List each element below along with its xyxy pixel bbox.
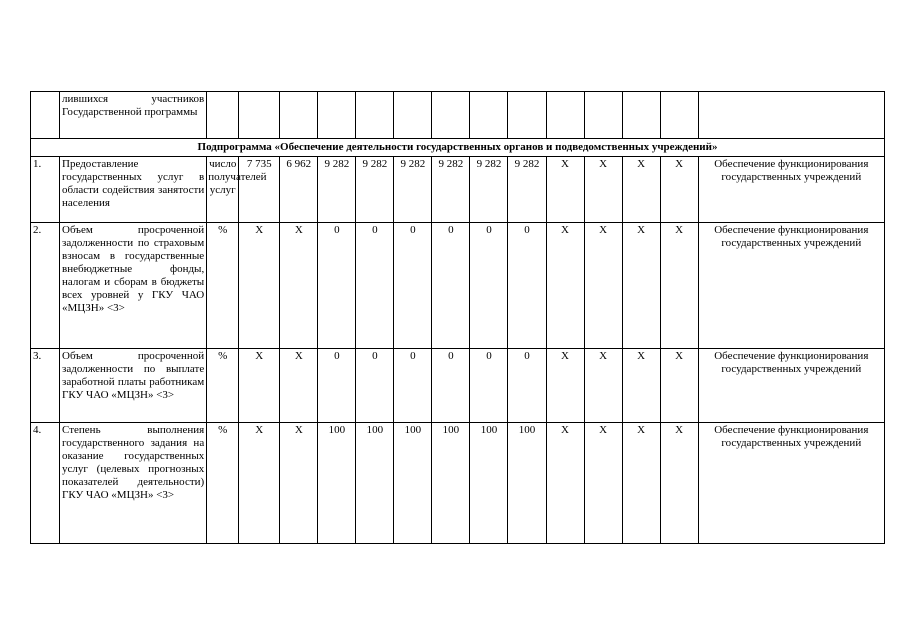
indicator-description: Предоставление государственных услуг в области содействия занятости населения <box>60 157 207 223</box>
indicator-value: X <box>239 423 280 544</box>
unit-of-measure: % <box>207 223 239 349</box>
cell-description: лившихся участников Государственной программы <box>60 92 207 139</box>
indicator-value: X <box>584 157 622 223</box>
indicator-description: Объем просроченной задолженности по страховым взносам в государственные внебюджетные фонды, налогам и сборам в бюджеты всех уровней у ГКУ ЧАО «МЦЗН» <3> <box>60 223 207 349</box>
cell-unit <box>207 92 239 139</box>
cell-value <box>356 92 394 139</box>
unit-of-measure: % <box>207 349 239 423</box>
subprogram-title: Подпрограмма «Обеспечение деятельности государственных органов и подведомственных учреждений» <box>31 139 885 157</box>
cell-value <box>432 92 470 139</box>
indicator-value: X <box>239 349 280 423</box>
indicator-value: 0 <box>470 349 508 423</box>
table-row <box>31 349 885 423</box>
table-row-continued <box>31 92 885 139</box>
subprogram-header-row <box>31 139 885 157</box>
indicator-value: 0 <box>508 223 546 349</box>
indicator-table <box>30 91 885 544</box>
indicator-value: 7 735 <box>239 157 280 223</box>
indicator-value: X <box>660 349 698 423</box>
row-note: Обеспечение функционирования государственных учреждений <box>698 349 884 423</box>
table-row <box>31 157 885 223</box>
indicator-value: X <box>584 223 622 349</box>
indicator-value: 100 <box>432 423 470 544</box>
cell-value <box>508 92 546 139</box>
cell-value <box>660 92 698 139</box>
indicator-value: X <box>546 223 584 349</box>
indicator-value: X <box>239 223 280 349</box>
indicator-value: X <box>622 223 660 349</box>
table-row <box>31 223 885 349</box>
indicator-value: 0 <box>508 349 546 423</box>
row-number: 1. <box>31 157 60 223</box>
indicator-value: X <box>584 423 622 544</box>
row-note: Обеспечение функционирования государственных учреждений <box>698 423 884 544</box>
indicator-value: X <box>660 223 698 349</box>
indicator-value: X <box>280 349 318 423</box>
cell-note <box>698 92 884 139</box>
indicator-value: 0 <box>432 223 470 349</box>
indicator-value: 0 <box>318 349 356 423</box>
indicator-value: X <box>546 349 584 423</box>
indicator-value: 9 282 <box>470 157 508 223</box>
row-number: 2. <box>31 223 60 349</box>
indicator-value: 9 282 <box>394 157 432 223</box>
indicator-value: 100 <box>394 423 432 544</box>
indicator-value: 100 <box>470 423 508 544</box>
indicator-value: X <box>622 349 660 423</box>
row-note: Обеспечение функционирования государственных учреждений <box>698 157 884 223</box>
cell-value <box>584 92 622 139</box>
indicator-value: 100 <box>318 423 356 544</box>
indicator-value: 9 282 <box>432 157 470 223</box>
cell-value <box>470 92 508 139</box>
unit-of-measure: % <box>207 423 239 544</box>
indicator-value: X <box>280 423 318 544</box>
indicator-value: X <box>660 157 698 223</box>
row-number: 3. <box>31 349 60 423</box>
row-number: 4. <box>31 423 60 544</box>
cell-value <box>394 92 432 139</box>
cell-value <box>622 92 660 139</box>
indicator-value: 100 <box>356 423 394 544</box>
table-row <box>31 423 885 544</box>
indicator-value: X <box>546 423 584 544</box>
indicator-value: 0 <box>318 223 356 349</box>
indicator-value: 0 <box>356 349 394 423</box>
indicator-value: 6 962 <box>280 157 318 223</box>
indicator-description: Объем просроченной задолженности по выплате заработной платы работникам ГКУ ЧАО «МЦЗН» <3> <box>60 349 207 423</box>
row-note: Обеспечение функционирования государственных учреждений <box>698 223 884 349</box>
indicator-value: X <box>622 423 660 544</box>
indicator-value: X <box>622 157 660 223</box>
indicator-value: 0 <box>470 223 508 349</box>
indicator-value: 0 <box>394 223 432 349</box>
indicator-value: X <box>546 157 584 223</box>
indicator-value: 0 <box>432 349 470 423</box>
cell-num <box>31 92 60 139</box>
indicator-value: 0 <box>394 349 432 423</box>
indicator-rows <box>31 157 885 544</box>
indicator-value: 9 282 <box>356 157 394 223</box>
cell-value <box>239 92 280 139</box>
indicator-value: X <box>660 423 698 544</box>
cell-value <box>280 92 318 139</box>
unit-of-measure: число получателей услуг <box>207 157 239 223</box>
indicator-value: 9 282 <box>508 157 546 223</box>
indicator-value: 100 <box>508 423 546 544</box>
indicator-description: Степень выполнения государственного задания на оказание государственных услуг (целевых прогнозных показателей деятельности) ГКУ ЧАО «МЦЗН» <3> <box>60 423 207 544</box>
indicator-value: X <box>280 223 318 349</box>
indicator-value: 0 <box>356 223 394 349</box>
cell-value <box>318 92 356 139</box>
indicator-table-page <box>30 91 885 544</box>
cell-value <box>546 92 584 139</box>
indicator-value: X <box>584 349 622 423</box>
indicator-value: 9 282 <box>318 157 356 223</box>
